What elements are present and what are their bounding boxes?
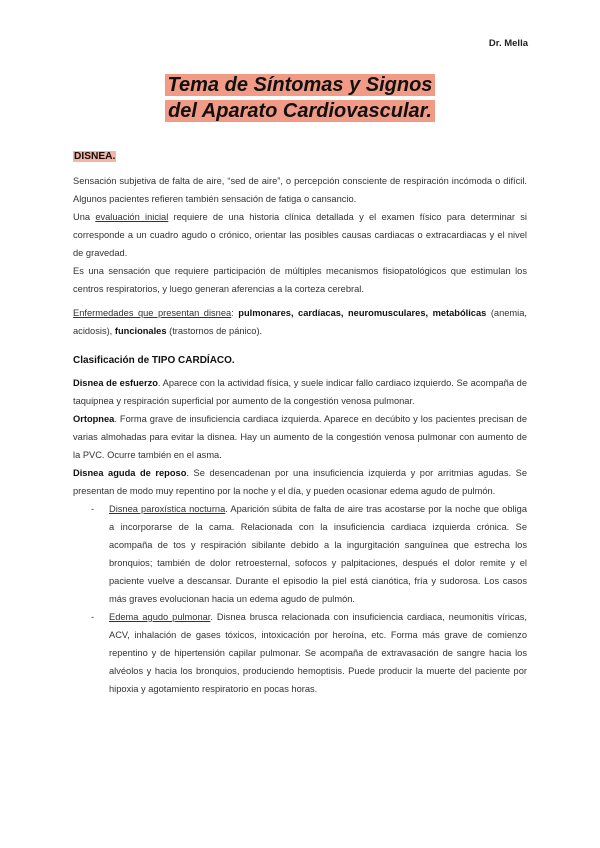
- ortopnea-term: Ortopnea: [73, 414, 115, 424]
- paragraph-reposo: Disnea aguda de reposo. Se desencadenan por una insuficiencia izquierda y por arritmias agudas. Se presentan de modo muy repentino por la noche y el día, y pueden ocasionar edema agudo de pulmón.: [73, 468, 527, 496]
- list-item: - Disnea paroxística nocturna. Aparición súbita de falta de aire tras acostarse por la noche que obliga a incorporarse de la cama. Relacionada con la insuficiencia cardiaca izquierda crónica. Se acompaña de tos y respiración sibilante debido a la ingurgitación sanguínea que estrecha los bronquios; también de dolor retroesternal, sofocos y palpitaciones, después el dolor remite y el paciente vuelve a descansar. Durante el episodio la piel está cianótica, fría y sudorosa. Los casos más graves evolucionan hacia un edema agudo de pulmón.: [73, 500, 527, 608]
- document-body: [73, 148, 527, 698]
- page-title: [0, 72, 600, 124]
- author-name: Dr. Mella: [488, 38, 528, 49]
- paragraph-definition: Sensación subjetiva de falta de aire, “sed de aire”, o percepción consciente de respiración incómoda o difícil. Algunos pacientes refieren también sensación de fatiga o cansancio.: [73, 176, 527, 204]
- paragraph-mechanisms: Es una sensación que requiere participación de múltiples mecanismos fisiopatológicos que estimulan los centros respiratorios, y luego generan aferencias a la corteza cerebral.: [73, 266, 527, 294]
- bullet-dash: -: [91, 504, 95, 514]
- title-line-1: Tema de Síntomas y Signos: [165, 74, 436, 96]
- evaluation-term: evaluación inicial: [95, 212, 169, 222]
- paragraph-diseases: Enfermedades que presentan disnea: pulmonares, cardíacas, neuromusculares, metabólicas (anemia, acidosis), funcionales (trastornos de pánico).: [73, 308, 527, 336]
- paragraph-esfuerzo: Disnea de esfuerzo. Aparece con la actividad física, y suele indicar fallo cardiaco izquierdo. Se acompaña de taquipnea y respiración superficial por aumento de la congestión venosa pulmonar.: [73, 378, 527, 406]
- bullet-term: Edema agudo pulmonar: [109, 612, 211, 622]
- section-heading-disnea: DISNEA.: [74, 151, 116, 162]
- section-heading-clasificacion: Clasificación de TIPO CARDÍACO.: [73, 355, 235, 366]
- paragraph-ortopnea: Ortopnea. Forma grave de insuficiencia cardiaca izquierda. Aparece en decúbito y los pacientes precisan de varias almohadas para evitar la disnea. Hay un aumento de la congestión venosa pulmonar con aumento de la PVC. Ocurre también en el asma.: [73, 414, 527, 460]
- diseases-term: Enfermedades que presentan disnea: [73, 308, 232, 318]
- reposo-term: Disnea aguda de reposo: [73, 468, 187, 478]
- esfuerzo-term: Disnea de esfuerzo: [73, 378, 158, 388]
- paragraph-evaluation: Una evaluación inicial requiere de una historia clínica detallada y el examen físico para determinar si corresponde a un cuadro agudo o crónico, orientar las posibles causas cardiacas o extracardiacas y el nivel de gravedad.: [73, 212, 527, 258]
- list-item: - Edema agudo pulmonar. Disnea brusca relacionada con insuficiencia cardiaca, neumonitis víricas, ACV, inhalación de gases tóxicos, intoxicación por heroína, etc. Forma más grave de comienzo repentino y de hipertensión capilar pulmonar. Se acompaña de extravasación de sangre hacia los alvéolos y hacia los bronquios, produciendo hemoptisis. Puede producir la muerte del paciente por hipoxia y agotamiento respiratorio en pocas horas.: [73, 608, 527, 698]
- title-line-2: del Aparato Cardiovascular.: [165, 100, 435, 122]
- bullet-dash: -: [91, 612, 95, 622]
- bullet-term: Disnea paroxística nocturna: [109, 504, 226, 514]
- bullet-list: [73, 500, 527, 698]
